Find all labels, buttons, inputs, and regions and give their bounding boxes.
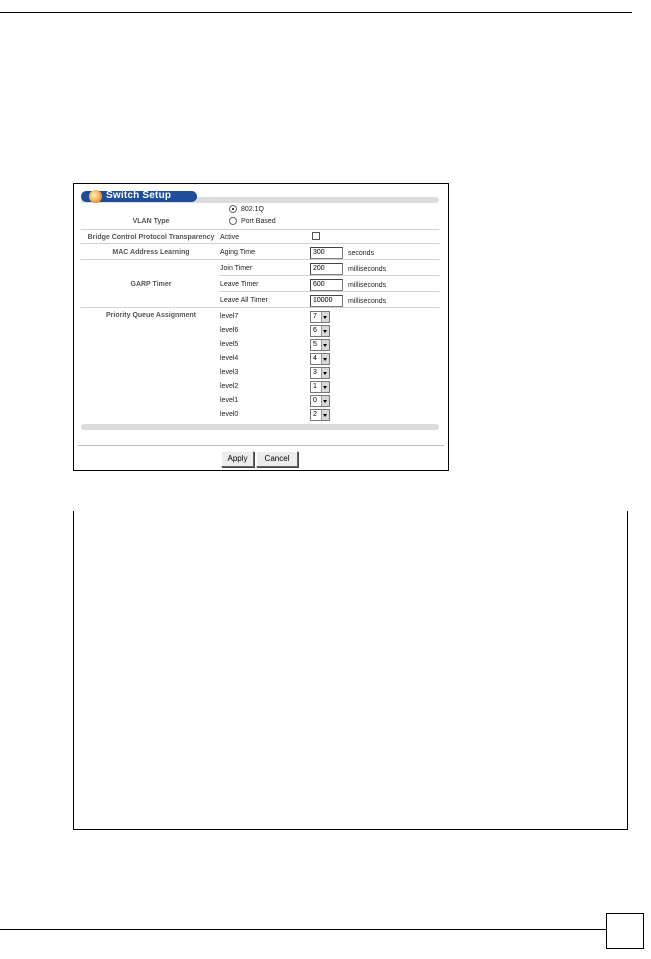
footer-band bbox=[81, 424, 439, 430]
aging-time-unit: seconds bbox=[348, 250, 375, 257]
chevron-down-icon bbox=[321, 340, 329, 350]
chevron-down-icon bbox=[321, 326, 329, 336]
panel-title-bar bbox=[81, 191, 197, 202]
leave-all-timer-input[interactable]: 10000 bbox=[310, 295, 343, 307]
level1-value: 0 bbox=[313, 397, 317, 404]
level7-label: level7 bbox=[220, 313, 239, 320]
chevron-down-icon bbox=[321, 312, 329, 322]
row-divider bbox=[81, 243, 439, 244]
vlan-8021q-radio[interactable] bbox=[229, 205, 237, 213]
level1-label: level1 bbox=[220, 397, 239, 404]
join-timer-unit: milliseconds bbox=[348, 266, 387, 273]
bridge-control-active-checkbox[interactable] bbox=[312, 232, 320, 240]
aging-time-label: Aging Time bbox=[220, 249, 256, 256]
level0-value: 2 bbox=[313, 411, 317, 418]
row-divider bbox=[219, 291, 439, 292]
panel-title: Switch Setup bbox=[106, 190, 172, 201]
apply-button[interactable]: Apply bbox=[221, 451, 254, 467]
row-divider bbox=[81, 259, 439, 260]
level3-label: level3 bbox=[220, 369, 239, 376]
bridge-control-label: Bridge Control Protocol Transparency bbox=[87, 234, 215, 241]
vlan-port-based-radio[interactable] bbox=[229, 217, 237, 225]
header-rule bbox=[0, 12, 632, 13]
row-divider bbox=[81, 307, 439, 308]
level4-label: level4 bbox=[220, 355, 239, 362]
chevron-down-icon bbox=[321, 396, 329, 406]
leave-all-timer-unit: milliseconds bbox=[348, 298, 387, 305]
level6-label: level6 bbox=[220, 327, 239, 334]
mac-learning-label: MAC Address Learning bbox=[112, 249, 190, 256]
bridge-control-active-label: Active bbox=[220, 234, 240, 241]
level2-value: 1 bbox=[313, 383, 317, 390]
vlan-8021q-label: 802.1Q bbox=[241, 206, 264, 213]
leave-timer-label: Leave Timer bbox=[220, 281, 259, 288]
title-bullet-icon bbox=[89, 190, 102, 203]
chevron-down-icon bbox=[321, 354, 329, 364]
aging-time-input[interactable]: 300 bbox=[310, 247, 343, 259]
level0-label: level0 bbox=[220, 411, 239, 418]
vlan-port-based-label: Port Based bbox=[241, 218, 276, 225]
level5-select[interactable] bbox=[310, 339, 330, 351]
level0-select[interactable] bbox=[310, 409, 330, 421]
level4-select[interactable] bbox=[310, 353, 330, 365]
leave-timer-input[interactable]: 600 bbox=[310, 279, 343, 291]
join-timer-label: Join Timer bbox=[220, 265, 253, 272]
cancel-button[interactable]: Cancel bbox=[256, 451, 298, 467]
level6-select[interactable] bbox=[310, 325, 330, 337]
level4-value: 4 bbox=[313, 355, 317, 362]
level2-select[interactable] bbox=[310, 381, 330, 393]
join-timer-input[interactable]: 200 bbox=[310, 263, 343, 275]
level3-select[interactable] bbox=[310, 367, 330, 379]
leave-all-timer-label: Leave All Timer bbox=[220, 297, 268, 304]
level3-value: 3 bbox=[313, 369, 317, 376]
button-divider bbox=[78, 445, 444, 446]
row-divider bbox=[81, 229, 439, 230]
footer-rule bbox=[0, 929, 606, 930]
level7-select[interactable] bbox=[310, 311, 330, 323]
level7-value: 7 bbox=[313, 313, 317, 320]
page-number-box bbox=[606, 913, 644, 949]
description-table-frame bbox=[73, 511, 628, 830]
switch-setup-panel bbox=[81, 191, 439, 431]
priority-queue-label: Priority Queue Assignment bbox=[106, 312, 196, 319]
leave-timer-unit: milliseconds bbox=[348, 282, 387, 289]
chevron-down-icon bbox=[321, 382, 329, 392]
level5-label: level5 bbox=[220, 341, 239, 348]
row-divider bbox=[219, 275, 439, 276]
level6-value: 6 bbox=[313, 327, 317, 334]
level2-label: level2 bbox=[220, 383, 239, 390]
level1-select[interactable] bbox=[310, 395, 330, 407]
chevron-down-icon bbox=[321, 410, 329, 420]
vlan-type-label: VLAN Type bbox=[132, 218, 170, 225]
chevron-down-icon bbox=[321, 368, 329, 378]
switch-setup-screenshot bbox=[73, 183, 449, 471]
level5-value: 5 bbox=[313, 341, 317, 348]
garp-timer-label: GARP Timer bbox=[130, 281, 172, 288]
